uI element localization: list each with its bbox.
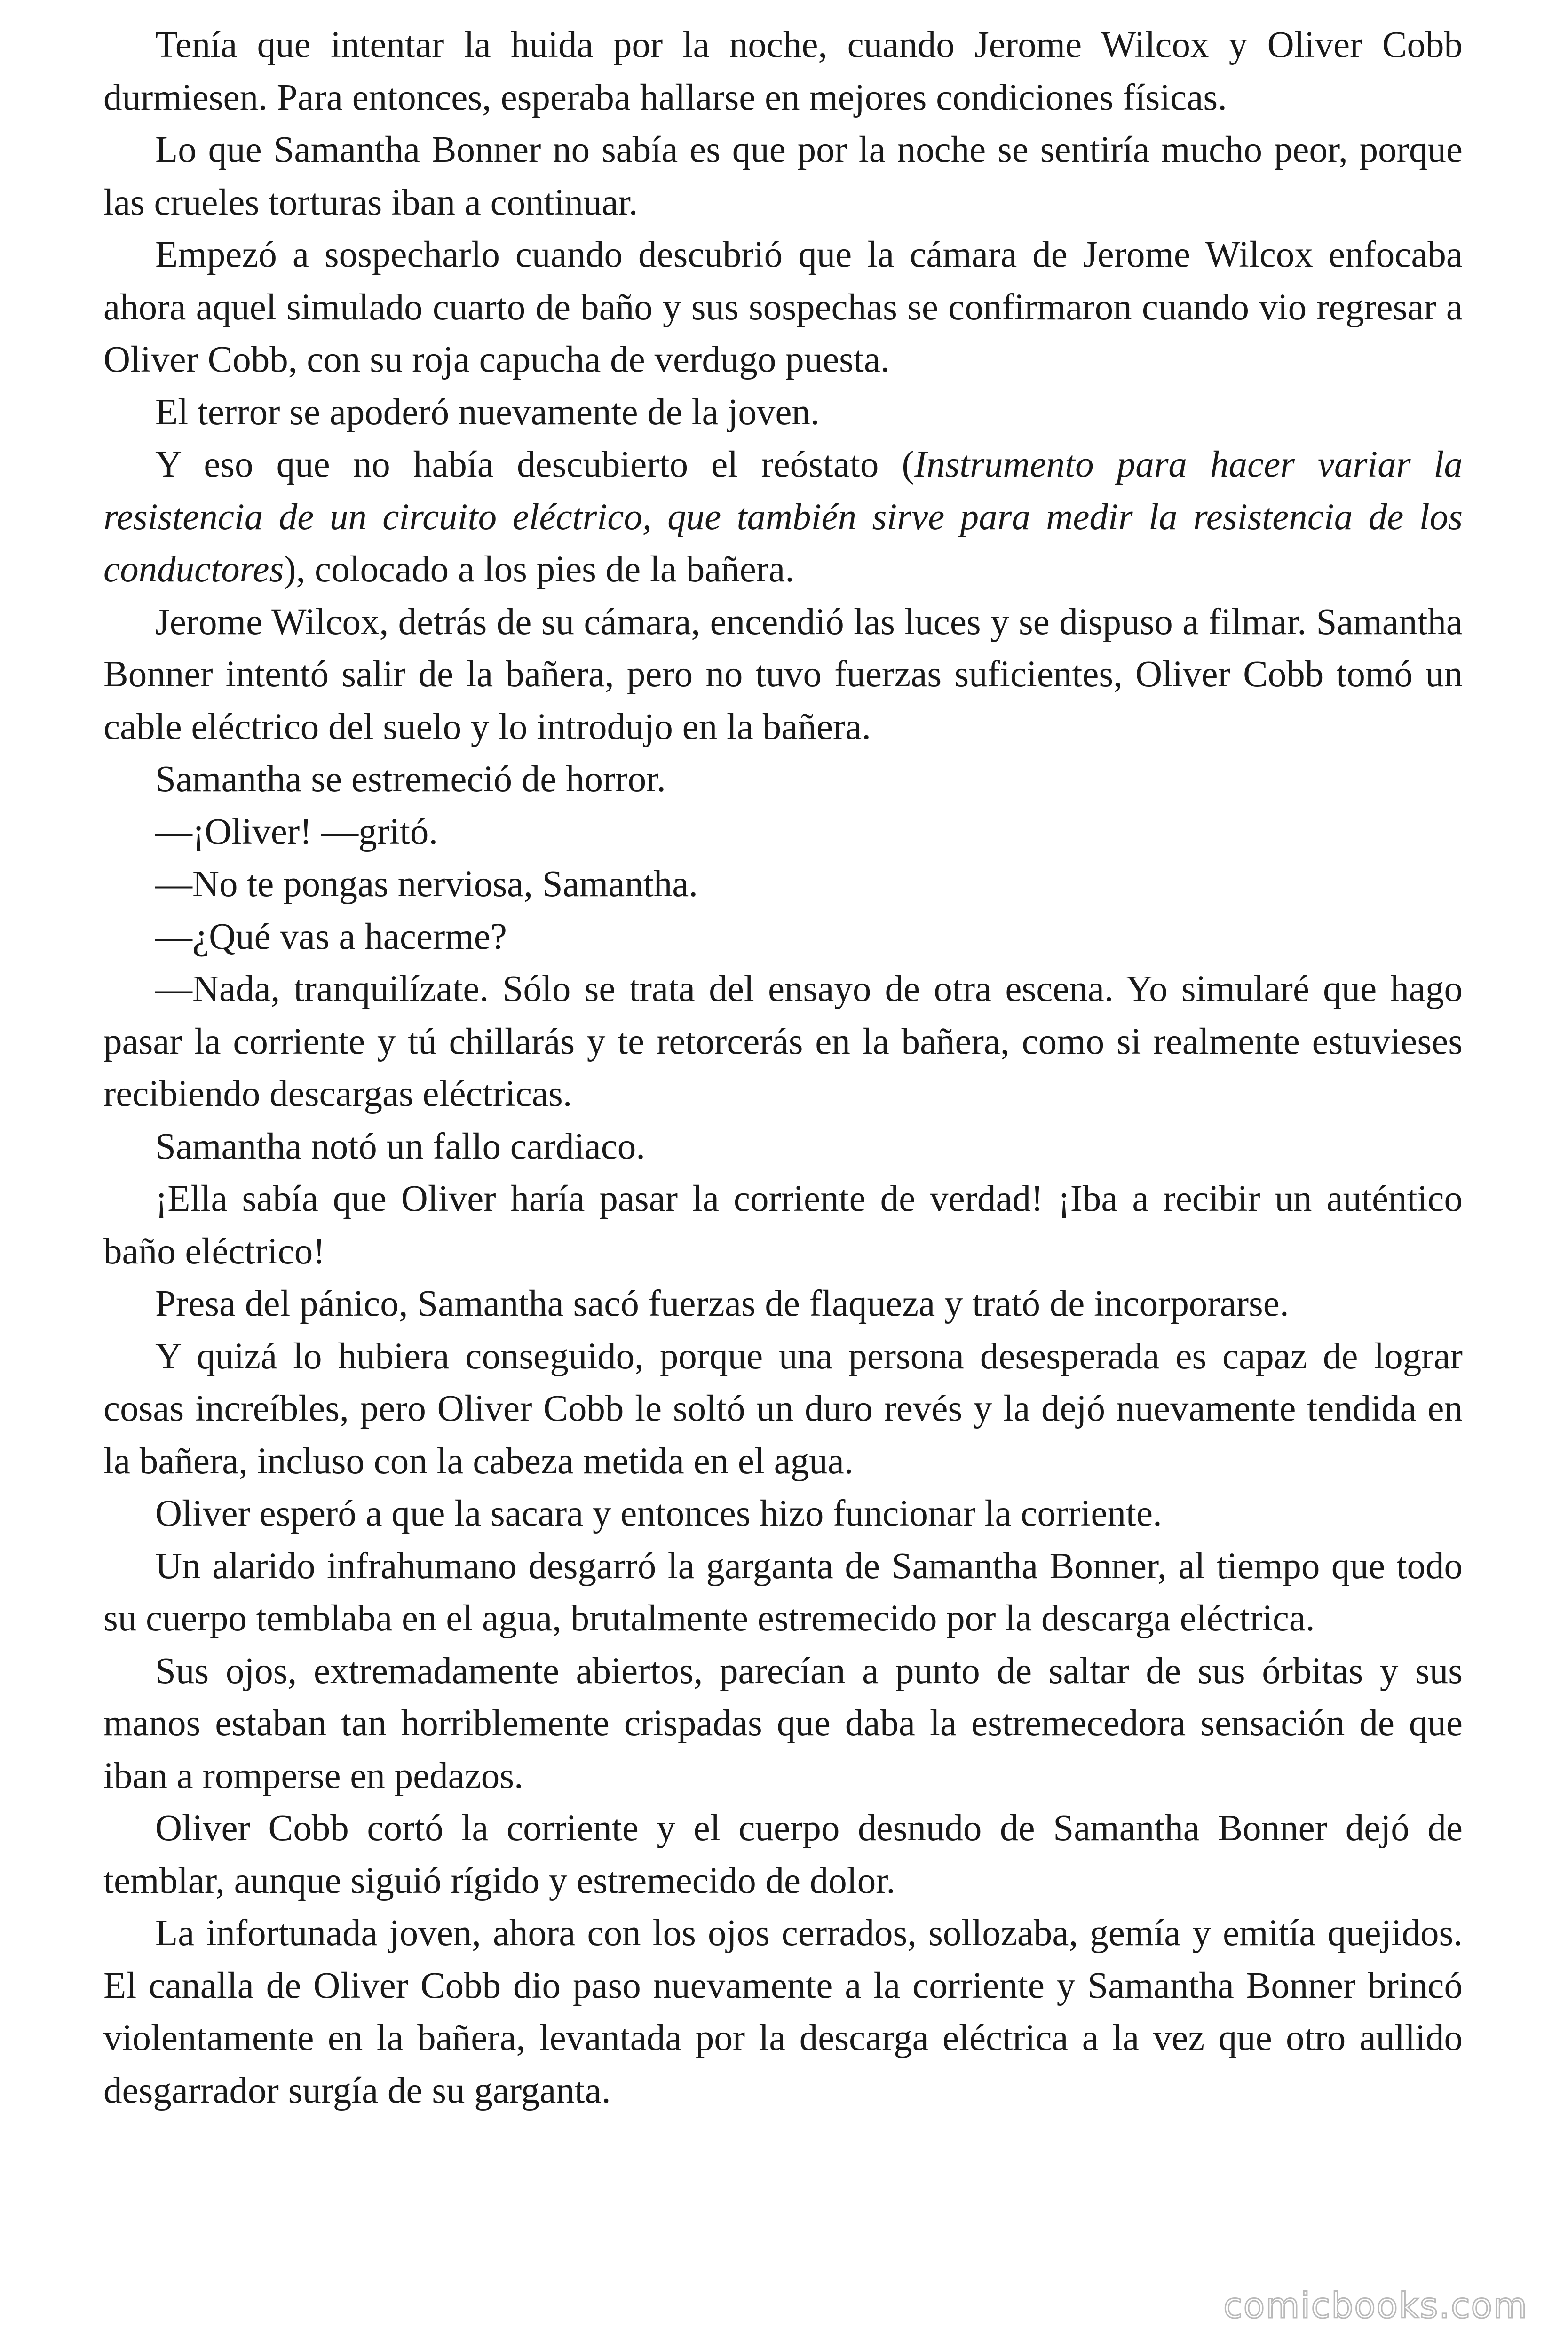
reostato-definition-italic: Instrumento para hacer variar la resistencia de un circuito eléctrico, que también sirve para medir la resistencia de los conductores [103,444,1463,590]
paragraph: Un alarido infrahumano desgarró la garganta de Samantha Bonner, al tiempo que todo su cuerpo temblaba en el agua, brutalmente estremecido por la descarga eléctrica. [103,1545,1463,1639]
reostato-text-before: Y eso que no había descubierto el reóstato ( [155,444,914,485]
paragraph: Lo que Samantha Bonner no sabía es que por la noche se sentiría mucho peor, porque las crueles torturas iban a continuar. [103,129,1463,223]
paragraph: Oliver Cobb cortó la corriente y el cuerpo desnudo de Samantha Bonner dejó de temblar, aunque siguió rígido y estremecido de dolor. [103,1808,1463,1901]
paragraph: Y quizá lo hubiera conseguido, porque una persona desesperada es capaz de lograr cosas increíbles, pero Oliver Cobb le soltó un duro revés y la dejó nuevamente tendida en la bañera, incluso con la cabeza metida en el agua. [103,1335,1463,1482]
dialogue-line: —¿Qué vas a hacerme? [155,916,507,957]
paragraph: Sus ojos, extremadamente abiertos, parecían a punto de saltar de sus órbitas y sus manos estaban tan horriblemente crispadas que daba la estremecedora sensación de que iban a romperse en pedazos. [103,1650,1463,1796]
dialogue-line: —No te pongas nerviosa, Samantha. [155,864,698,905]
paragraph: Samantha se estremeció de horror. [155,759,666,800]
paragraph: Presa del pánico, Samantha sacó fuerzas de flaqueza y trató de incorporarse. [155,1283,1289,1324]
paragraph: Samantha notó un fallo cardiaco. [155,1126,646,1167]
book-page-text [103,19,1463,2117]
dialogue-line: —Nada, tranquilízate. Sólo se trata del ensayo de otra escena. Yo simularé que hago pasar la corriente y tú chillarás y te retorcerás en la bañera, como si realmente estuvieses recibiendo descargas eléctricas. [103,969,1463,1114]
watermark: comicbooks.com [1223,2286,1528,2326]
reostato-text-after: ), colocado a los pies de la bañera. [284,549,794,590]
paragraph: Oliver esperó a que la sacara y entonces hizo funcionar la corriente. [155,1493,1162,1534]
paragraph: Jerome Wilcox, detrás de su cámara, encendió las luces y se dispuso a filmar. Samantha Bonner intentó salir de la bañera, pero no tuvo fuerzas suficientes, Oliver Cobb tomó un cable eléctrico del suelo y lo introdujo en la bañera. [103,601,1463,747]
dialogue-line: —¡Oliver! —gritó. [155,811,438,852]
paragraph: Empezó a sospecharlo cuando descubrió que la cámara de Jerome Wilcox enfocaba ahora aquel simulado cuarto de baño y sus sospechas se confirmaron cuando vio regresar a Oliver Cobb, con su roja capucha de verdugo puesta. [103,234,1463,380]
paragraph-reostato [103,438,1463,596]
paragraph: La infortunada joven, ahora con los ojos cerrados, sollozaba, gemía y emitía quejidos. El canalla de Oliver Cobb dio paso nuevamente a la corriente y Samantha Bonner brincó violentamente en la bañera, levantada por la descarga eléctrica a la vez que otro aullido desgarrador surgía de su garganta. [103,1913,1463,2111]
paragraph: Tenía que intentar la huida por la noche, cuando Jerome Wilcox y Oliver Cobb durmiesen. Para entonces, esperaba hallarse en mejores condiciones físicas. [103,24,1463,118]
paragraph: El terror se apoderó nuevamente de la joven. [155,391,820,433]
paragraph: ¡Ella sabía que Oliver haría pasar la corriente de verdad! ¡Iba a recibir un auténtico baño eléctrico! [103,1178,1463,1272]
